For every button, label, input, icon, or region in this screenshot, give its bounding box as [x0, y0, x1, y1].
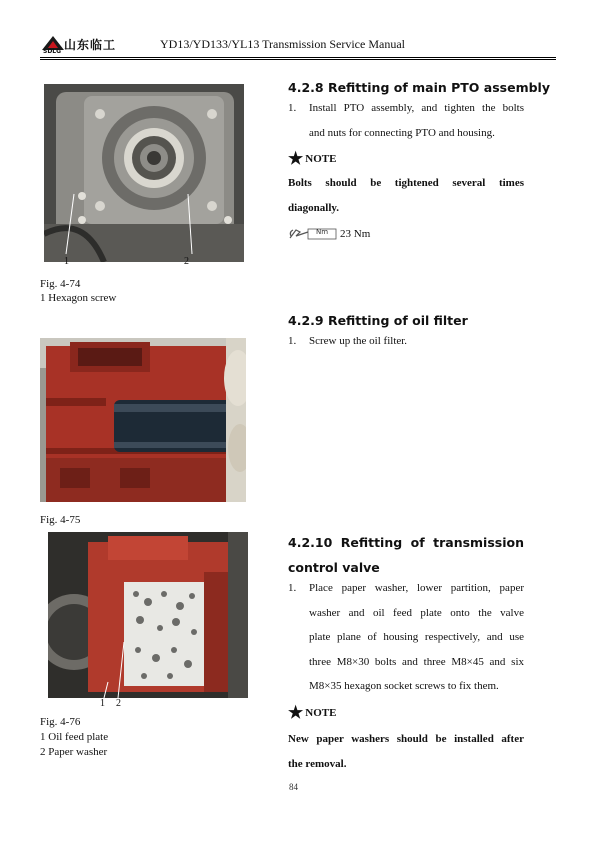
note-label: NOTE [305, 153, 337, 165]
figure-4-75-label: Fig. 4-75 [40, 514, 81, 526]
section-4-2-10-note-text [288, 727, 524, 776]
torque-wrench-icon [288, 226, 338, 242]
section-4-2-10-step-1 [288, 576, 524, 699]
step-text-line-2: washer and oil feed plate onto the valve [309, 606, 524, 619]
note-line-2: diagonally. [288, 201, 340, 214]
figure-4-76-callout-1: 1 [100, 698, 105, 709]
note-line-2: the removal. [288, 757, 347, 770]
section-4-2-8-note [288, 149, 336, 169]
figure-4-76-callout-2: 2 [116, 698, 121, 709]
note-label: NOTE [305, 707, 337, 719]
figure-4-76-label: Fig. 4-76 [40, 716, 81, 728]
step-number: 1. [288, 102, 297, 114]
step-number: 1. [288, 582, 297, 594]
section-4-2-10-heading-line-1: 4.2.10 Refitting of transmission [288, 535, 524, 550]
figure-4-74-caption: 1 Hexagon screw [40, 292, 117, 304]
step-text-line-3: plate plane of housing respectively, and use [309, 631, 524, 643]
section-4-2-8-step-1 [288, 96, 524, 145]
figure-4-76-photo [48, 532, 248, 698]
figure-4-74-photo [44, 84, 244, 262]
logo-text: 山东临工 [64, 38, 117, 52]
logo-subtext: SDLG [43, 48, 62, 55]
step-text-line-5: M8×35 hexagon socket screws to fix them. [309, 680, 499, 692]
header-title: YD13/YD133/YL13 Transmission Service Manual [160, 37, 405, 51]
torque-icon-text: Nm [316, 228, 329, 236]
section-4-2-8-note-text [288, 171, 524, 220]
note-line-1: Bolts should be tightened several times [288, 177, 524, 189]
step-number: 1. [288, 335, 297, 347]
section-4-2-8-heading: 4.2.8 Refitting of main PTO assembly [288, 80, 550, 95]
figure-4-76-caption-1: 1 Oil feed plate [40, 731, 109, 743]
figure-4-76-caption-2: 2 Paper washer [40, 746, 108, 758]
figure-4-74-callout-2: 2 [184, 256, 189, 267]
step-text-line-1: Screw up the oil filter. [309, 335, 408, 347]
figure-4-74-callout-1: 1 [64, 256, 69, 267]
torque-value: 23 Nm [340, 228, 371, 240]
section-4-2-9-heading: 4.2.9 Refitting of oil filter [288, 313, 468, 328]
section-4-2-10-note [288, 703, 336, 723]
section-4-2-10-heading-line-2: control valve [288, 560, 380, 575]
step-text-line-1: Place paper washer, lower partition, paper [309, 582, 524, 594]
step-text-line-4: three M8×30 bolts and three M8×45 and six [309, 655, 524, 668]
section-4-2-9-step-1 [288, 329, 524, 354]
star-icon: ★ [288, 703, 304, 722]
step-text-line-1: Install PTO assembly, and tighten the bolts [309, 102, 524, 114]
figure-4-74-label: Fig. 4-74 [40, 278, 81, 290]
header-rule-thin [40, 59, 556, 60]
step-text-line-2: and nuts for connecting PTO and housing. [309, 126, 495, 139]
header-rule [40, 57, 556, 58]
figure-4-75-photo [40, 338, 246, 502]
star-icon: ★ [288, 149, 304, 168]
note-line-1: New paper washers should be installed after [288, 733, 524, 745]
section-4-2-8-torque [288, 226, 370, 242]
page-number: 84 [289, 782, 298, 792]
